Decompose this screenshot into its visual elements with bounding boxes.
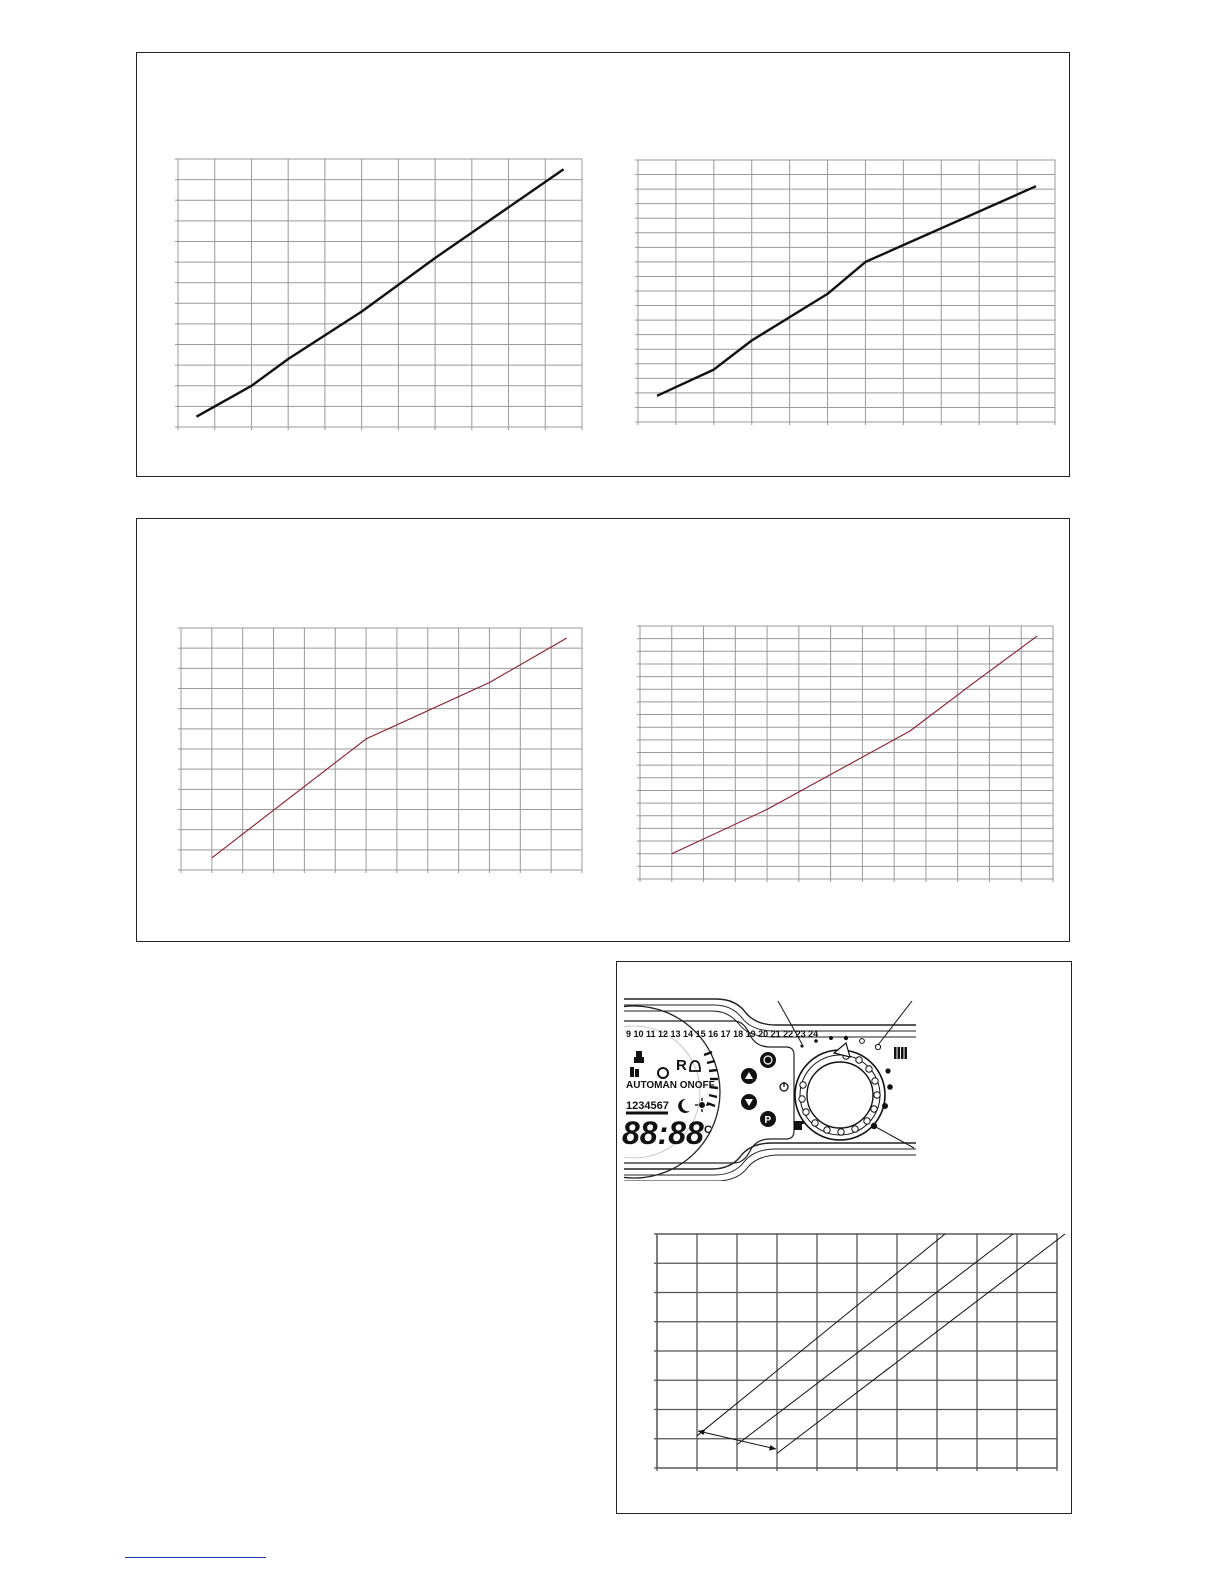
- footer-rule: [125, 1557, 266, 1558]
- program-button-label: P: [764, 1115, 772, 1126]
- day-numbers: 1234567: [626, 1100, 669, 1112]
- mode-labels: AUTOMAN ONOFF: [626, 1080, 715, 1091]
- celsius-unit: C: [704, 1124, 712, 1136]
- hour-scale: 9 10 11 12 13 14 15 16 17 18 19 20 21 22 23 24: [626, 1029, 819, 1039]
- clock-digits: 88:88: [622, 1115, 704, 1151]
- program-letter: R: [676, 1057, 687, 1074]
